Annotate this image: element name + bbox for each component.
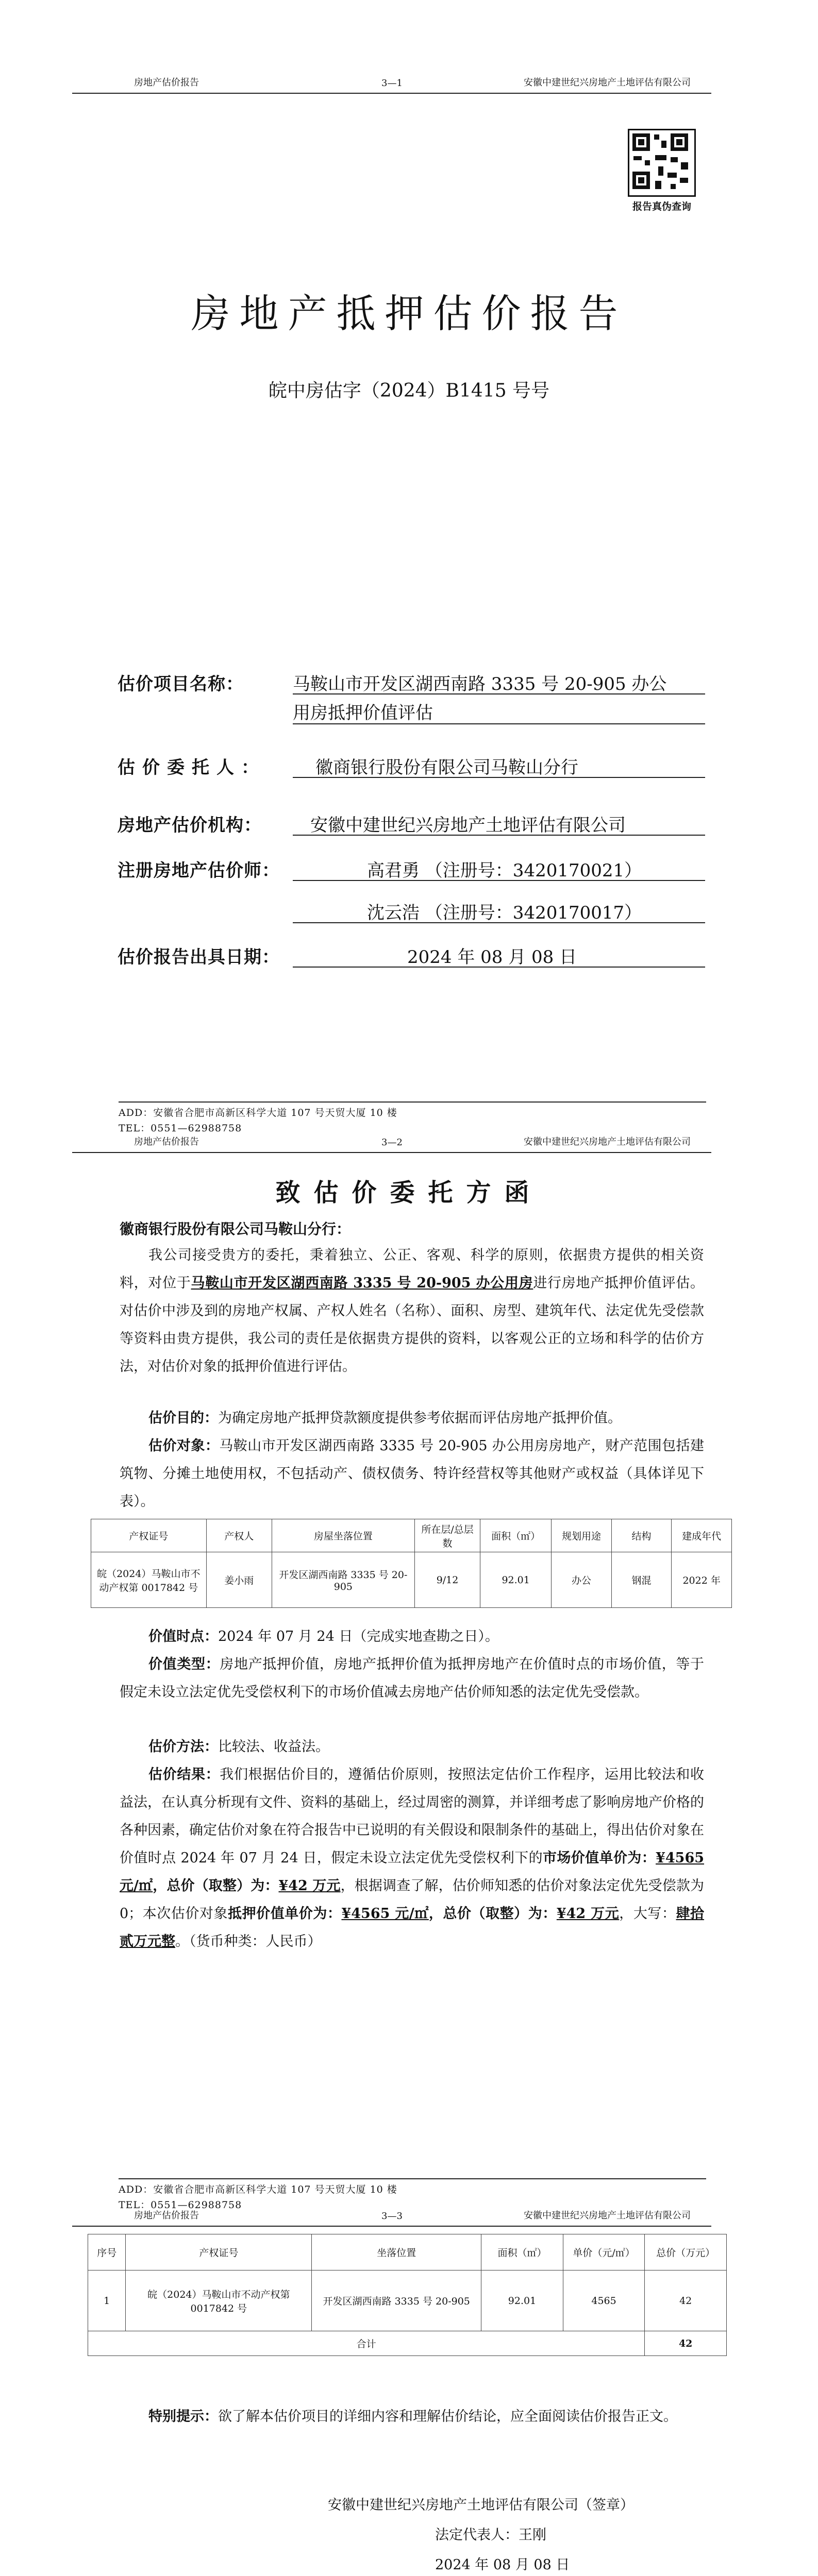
total-row — [88, 2331, 727, 2356]
project-value: 马鞍山市开发区湖西南路 3335 号 20-905 办公 — [293, 674, 667, 694]
header-left: 房地产估价报告 — [134, 2210, 199, 2221]
table-row: 1 皖（2024）马鞍山市不动产权第 0017842 号 开发区湖西南路 3335 号 20-905 92.01 4565 42 — [88, 2270, 727, 2331]
agency-value: 安徽中建世纪兴房地产土地评估有限公司 — [310, 815, 626, 836]
qr-code[interactable] — [628, 129, 696, 197]
purpose-paragraph: 估价目的：为确定房地产抵押贷款额度提供参考依据而评估房地产抵押价值。 — [148, 1410, 622, 1426]
appraiser-label: 注册房地产估价师： — [118, 860, 280, 881]
header-page: 3—3 — [381, 2211, 403, 2222]
object-paragraph: 估价对象：马鞍山市开发区湖西南路 3335 号 20-905 办公用房房地产，财产范围包括建筑物、分摊土地使用权，不包括动产、债权债务、特许经营权等其他财产或权益（具体详见下表）。 — [120, 1438, 704, 1510]
valuation-summary-table — [88, 2234, 727, 2356]
result-paragraph: 估价结果：我们根据估价目的，遵循估价原则，按照法定估价工作程序，运用比较法和收益法，在认真分析现有文件、资料的基础上，经过周密的测算，并详细考虑了影响房地产价格的各种因素，确定估价对象在符合报告中已说明的有关假设和限制条件的基础上，得出估价对象在价值时点 2024 年 07 月 24 日，假定未设立法定优先受偿权利下的市场价值单价为：¥4565 元/㎡，总价（取整）为：¥42 万元，根据调查了解，估价师知悉的估价对象法定优先受偿款为 0；本次估价对象抵押价值单价为：¥4565 元/㎡，总价（取整）为：¥42 万元，大写：肆拾贰万元整。（货币种类：人民币） — [120, 1767, 705, 1950]
header-page: 3—1 — [381, 78, 403, 89]
footer-phone: TEL：0551—62988758 — [119, 1123, 242, 1134]
property-table — [91, 1519, 732, 1608]
page1-header — [72, 72, 711, 94]
qr-caption: 报告真伪查询 — [632, 201, 691, 212]
total-label: 合计 — [88, 2331, 645, 2356]
report-number: 皖中房估字（2024）B1415 号号 — [268, 380, 550, 401]
method-paragraph: 估价方法：比较法、收益法。 — [148, 1739, 329, 1755]
date-label: 估价报告出具日期： — [118, 947, 280, 968]
notice-paragraph: 特别提示：欲了解本估价项目的详细内容和理解估价结论，应全面阅读估价报告正文。 — [148, 2409, 677, 2425]
table-row: 皖（2024）马鞍山市不动产权第 0017842 号 姜小雨 开发区湖西南路 3335 号 20-905 9/12 92.01 办公 钢混 2022 年 — [91, 1552, 732, 1608]
intro-paragraph: 我公司接受贵方的委托，秉着独立、公正、客观、科学的原则，依据贵方提供的相关资料，对位于马鞍山市开发区湖西南路 3335 号 20-905 办公用房进行房地产抵押价值评估。对估价中涉及到的房地产权属、产权人姓名（名称）、面积、房型、建筑年代、法定优先受偿款等资料由贵方提供，我公司的责任是依据贵方提供的资料，以客观公正的立场和科学的估价方法，对估价对象的抵押价值进行评估。 — [120, 1247, 705, 1375]
header-left: 房地产估价报告 — [134, 77, 199, 88]
project-label: 估价项目名称： — [118, 674, 244, 694]
header-company: 安徽中建世纪兴房地产土地评估有限公司 — [524, 1137, 691, 1147]
value-date-paragraph: 价值时点：2024 年 07 月 24 日（完成实地查勘之日）。 — [148, 1629, 499, 1645]
letter-title: 致估价委托方函 — [275, 1178, 543, 1207]
agency-label: 房地产估价机构： — [118, 815, 262, 836]
footer-address: ADD：安徽省合肥市高新区科学大道 107 号天贸大厦 10 楼 — [119, 1107, 397, 1118]
footer-phone: TEL：0551—62988758 — [119, 2199, 242, 2211]
client-label: 估价委托人： — [118, 757, 266, 778]
date-value: 2024 年 08 月 08 日 — [407, 947, 577, 968]
table-header-row: 序号 产权证号 坐落位置 面积（㎡） 单价（元/㎡） 总价（万元） — [88, 2234, 727, 2270]
header-company: 安徽中建世纪兴房地产土地评估有限公司 — [524, 77, 691, 88]
project-value-line2: 用房抵押价值评估 — [293, 703, 433, 723]
page3-header — [72, 2205, 711, 2227]
header-page: 3—2 — [381, 1137, 403, 1148]
value-type-paragraph: 价值类型：房地产抵押价值，房地产抵押价值为抵押房地产在价值时点的市场价值，等于假定未设立法定优先受偿权利下的市场价值减去房地产估价师知悉的法定优先受偿款。 — [120, 1656, 705, 1700]
client-value: 徽商银行股份有限公司马鞍山分行 — [315, 757, 578, 778]
report-title: 房地产抵押估价报告 — [191, 291, 627, 336]
page2-header — [72, 1131, 711, 1153]
legal-representative: 法定代表人：王刚 — [435, 2527, 546, 2543]
signing-company: 安徽中建世纪兴房地产土地评估有限公司（签章） — [328, 2497, 634, 2513]
total-value: 42 — [645, 2331, 727, 2356]
header-left: 房地产估价报告 — [134, 1137, 199, 1147]
header-company: 安徽中建世纪兴房地产土地评估有限公司 — [524, 2210, 691, 2221]
appraiser-2: 沈云浩 （注册号：3420170017） — [367, 903, 642, 923]
appraiser-1: 高君勇 （注册号：3420170021） — [367, 860, 642, 881]
addressee: 徽商银行股份有限公司马鞍山分行： — [120, 1221, 351, 1238]
footer-address: ADD：安徽省合肥市高新区科学大道 107 号天贸大厦 10 楼 — [119, 2184, 397, 2195]
table-header-row: 产权证号 产权人 房屋坐落位置 所在层/总层数 面积（㎡） 规划用途 结构 建成年代 — [91, 1519, 732, 1552]
signing-date: 2024 年 08 月 08 日 — [435, 2557, 570, 2573]
